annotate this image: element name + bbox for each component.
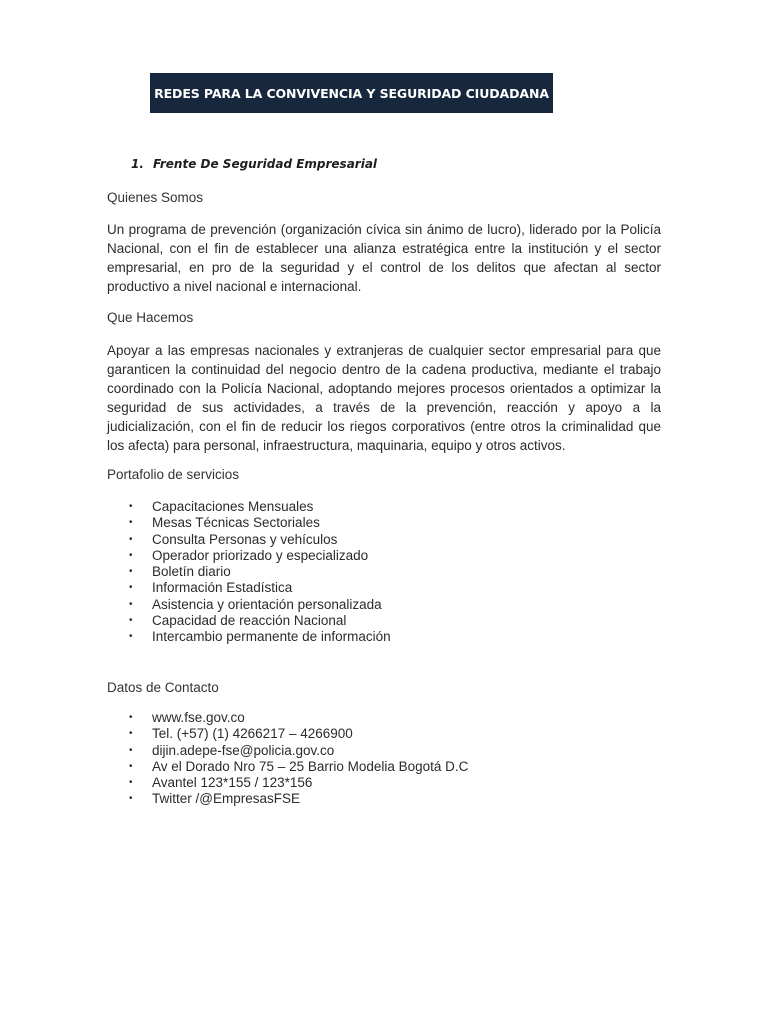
contact-phone: Tel. (+57) (1) 4266217 – 4266900 [152,726,353,742]
list-item-text: Consulta Personas y vehículos [152,531,338,547]
bullet-icon: • [129,760,133,772]
list-item-text: Asistencia y orientación personalizada [152,596,382,612]
list-item-text: Operador priorizado y especializado [152,547,369,563]
bullet-icon: • [129,598,133,610]
list-item-text: Información Estadística [152,580,293,596]
bullet-icon: • [129,582,133,594]
contact-twitter: Twitter /@EmpresasFSE [152,791,300,807]
bullet-icon: • [129,566,133,578]
bullet-icon: • [129,533,133,545]
contact-avantel: Avantel 123*155 / 123*156 [152,775,313,791]
bullet-icon: • [129,549,133,561]
section-number: 1. [131,157,144,171]
quienes-somos-paragraph: Un programa de prevención (organización cívica sin ánimo de lucro), liderado por la Policía Nacional, con el fin de establecer una alianza estratégica entre la institución y el sector empresarial, en pro de la seguridad y el control de los delitos que afectan al sector productivo a nivel nacional e internacional. [107,222,661,294]
list-item-text: Intercambio permanente de información [152,629,391,645]
bullet-icon: • [129,615,133,627]
bullet-icon: • [129,793,133,805]
contacto-heading: Datos de Contacto [107,680,219,695]
banner-title: REDES PARA LA CONVIVENCIA Y SEGURIDAD CIUDADANA [154,85,549,101]
bullet-icon: • [129,631,133,643]
bullet-icon: • [129,728,133,740]
list-item-text: Capacitaciones Mensuales [152,499,314,514]
quienes-somos-heading: Quienes Somos [107,190,204,205]
list-item-text: Capacidad de reacción Nacional [152,613,347,629]
contact-email: dijin.adepe-fse@policia.gov.co [152,742,335,758]
title-banner [150,73,553,113]
section-heading [131,157,377,171]
contact-address: Av el Dorado Nro 75 – 25 Barrio Modelia Bogotá D.C [152,758,469,774]
que-hacemos-heading: Que Hacemos [107,310,194,325]
list-item-text: Mesas Técnicas Sectoriales [152,515,320,531]
que-hacemos-paragraph: Apoyar a las empresas nacionales y extranjeras de cualquier sector empresarial para que garanticen la continuidad del negocio dentro de la cadena productiva, mediante el trabajo coordinado con la Policía Nacional, adoptando mejores procesos orientados a optimizar la seguridad de sus actividades, a través de la prevención, reacción y apoyo a la judicialización, con el fin de reducir los riegos corporativos (entre otros la criminalidad que los afecta) para personal, infraestructura, maquinaria, equipo y otros activos. [107,343,661,453]
bullet-icon: • [129,517,133,529]
bullet-icon: • [129,744,133,756]
portafolio-heading: Portafolio de servicios [107,467,240,482]
bullet-icon: • [129,712,133,723]
bullet-icon: • [129,777,133,789]
list-item-text: Boletín diario [152,564,231,580]
section-title: Frente De Seguridad Empresarial [153,157,378,171]
contact-website: www.fse.gov.co [152,710,245,725]
bullet-icon: • [129,501,133,512]
